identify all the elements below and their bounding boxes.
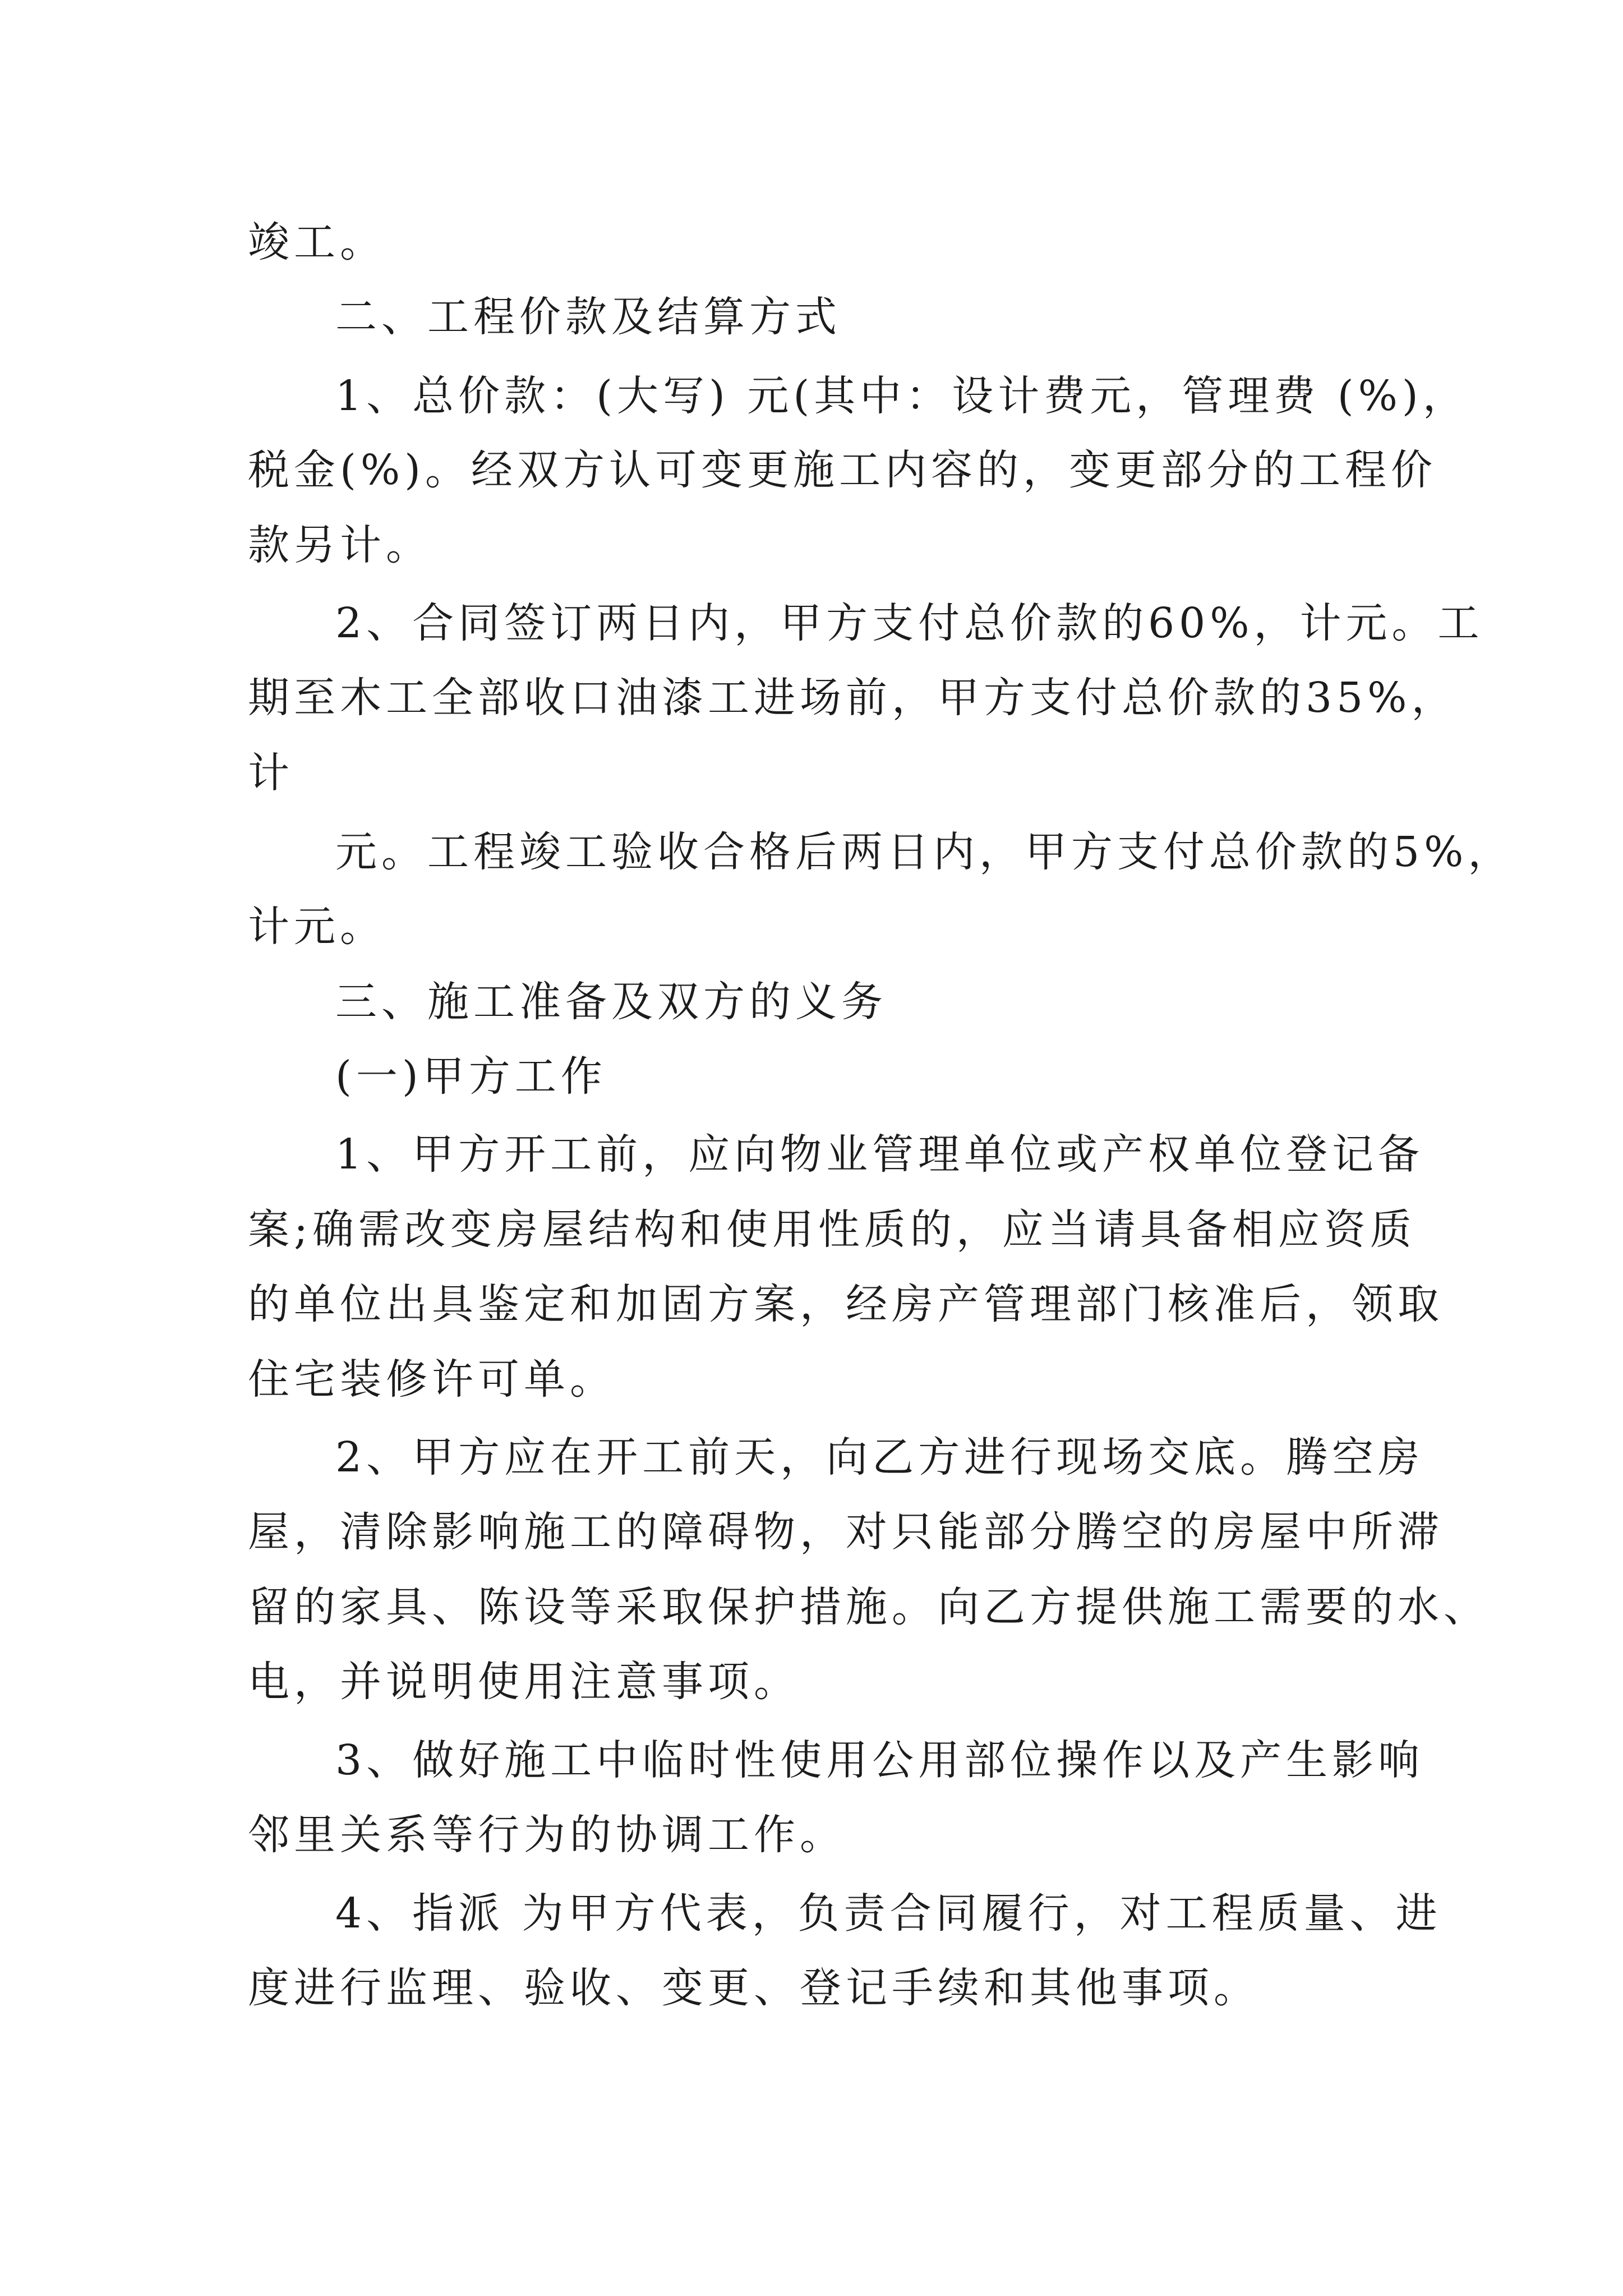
text-line: 3、做好施工中临时性使用公用部位操作以及产生影响 <box>335 1736 1424 1784</box>
section-heading: 二、工程价款及结算方式 <box>335 293 841 341</box>
text-line: 4、指派 为甲方代表，负责合同履行，对工程质量、进 <box>335 1889 1442 1938</box>
text-line: 税金(%)。经双方认可变更施工内容的，变更部分的工程价 <box>248 446 1437 494</box>
text-line: 案;确需改变房屋结构和使用性质的，应当请具备相应资质 <box>248 1205 1416 1254</box>
text-line: 款另计。 <box>248 521 432 569</box>
section-heading: 三、施工准备及双方的义务 <box>335 978 887 1026</box>
text-line: 留的家具、陈设等采取保护措施。向乙方提供施工需要的水、 <box>248 1583 1490 1631</box>
text-line: 度进行监理、验收、变更、登记手续和其他事项。 <box>248 1964 1260 2012</box>
text-line: 竣工。 <box>248 218 386 266</box>
text-line: 电，并说明使用注意事项。 <box>248 1658 800 1706</box>
text-line: 的单位出具鉴定和加固方案，经房产管理部门核准后，领取 <box>248 1280 1444 1328</box>
text-line: 1、总价款：(大写) 元(其中：设计费元，管理费 (%)， <box>335 372 1469 420</box>
text-line: 住宅装修许可单。 <box>248 1355 616 1404</box>
text-line: 期至木工全部收口油漆工进场前，甲方支付总价款的35%， <box>248 674 1458 722</box>
text-line: 2、合同签订两日内，甲方支付总价款的60%，计元。工 <box>335 599 1484 647</box>
text-line: 1、甲方开工前，应向物业管理单位或产权单位登记备 <box>335 1130 1424 1179</box>
subsection-heading: (一)甲方工作 <box>335 1052 607 1101</box>
text-line: 元。工程竣工验收合格后两日内，甲方支付总价款的5%， <box>335 828 1514 876</box>
text-line: 2、甲方应在开工前天，向乙方进行现场交底。腾空房 <box>335 1433 1424 1481</box>
text-line: 屋，清除影响施工的障碍物，对只能部分腾空的房屋中所滞 <box>248 1508 1444 1556</box>
text-line: 计元。 <box>248 903 386 951</box>
text-line: 邻里关系等行为的协调工作。 <box>248 1811 846 1859</box>
text-line: 计 <box>248 749 294 797</box>
